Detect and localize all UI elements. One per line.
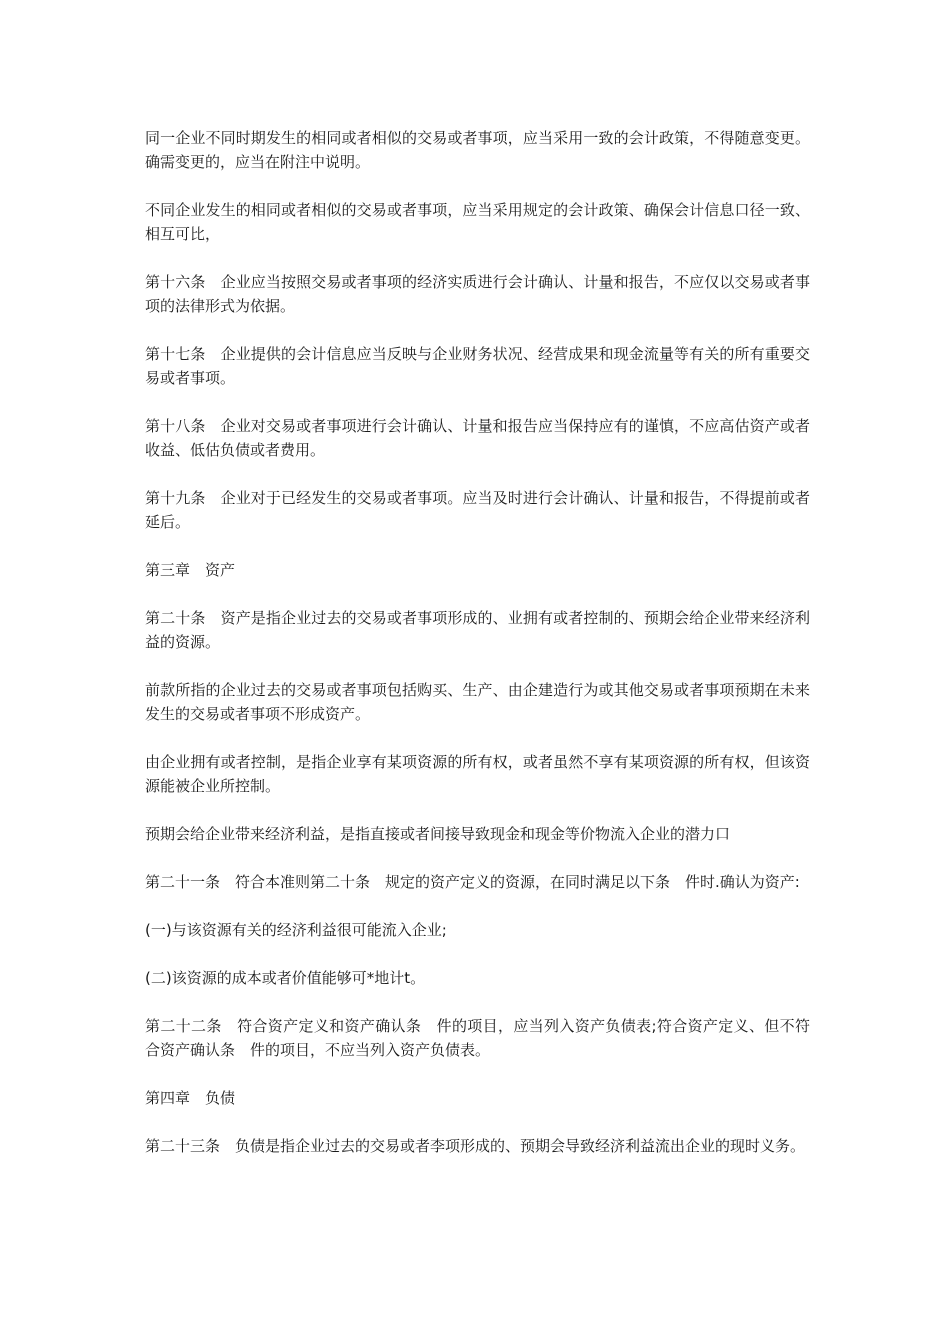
paragraph-economic-benefits: 预期会给企业带来经济利益，是指直接或者间接导致现金和现金等价物流入企业的潜力口 (145, 825, 731, 843)
condition-1: (一)与该资源有关的经济利益很可能流入企业; (145, 921, 447, 939)
document-body (145, 126, 810, 1182)
article-16: 第十六条 企业应当按照交易或者事项的经济实质进行会计确认、计量和报告，不应仅以交易或者事项的法律形式为依据。 (145, 273, 810, 315)
paragraph-ownership-control: 由企业拥有或者控制，是指企业享有某项资源的所有权，或者虽然不享有某项资源的所有权，但该资源能被企业所控制。 (145, 753, 810, 795)
article-22: 第二十二条 符合资产定义和资产确认条 件的项目，应当列入资产负债表;符合资产定义、但不符合资产确认条 件的项目，不应当列入资产负债表。 (145, 1017, 810, 1059)
article-17: 第十七条 企业提供的会计信息应当反映与企业财务状况、经营成果和现金流量等有关的所有重要交易或者事项。 (145, 345, 810, 387)
article-21: 第二十一条 符合本准则第二十条 规定的资产定义的资源，在同时满足以下条 件时.确认为资产: (145, 873, 800, 891)
chapter-3-heading: 第三章 资产 (145, 561, 236, 579)
article-23: 第二十三条 负债是指企业过去的交易或者李项形成的、预期会导致经济利益流出企业的现时义务。 (145, 1137, 806, 1155)
article-19: 第十九条 企业对于已经发生的交易或者事项。应当及时进行会计确认、计量和报告，不得提前或者延后。 (145, 489, 810, 531)
chapter-4-heading: 第四章 负债 (145, 1089, 236, 1107)
article-18: 第十八条 企业对交易或者事项进行会计确认、计量和报告应当保持应有的谨慎，不应高估资产或者收益、低估负债或者费用。 (145, 417, 810, 459)
article-20: 第二十条 资产是指企业过去的交易或者事项形成的、业拥有或者控制的、预期会给企业带来经济利益的资源。 (145, 609, 810, 651)
paragraph-comparability: 不同企业发生的相同或者相似的交易或者事项，应当采用规定的会计政策、确保会计信息口径一致、相互可比， (145, 201, 810, 243)
condition-2: (二)该资源的成本或者价值能够可*地计t。 (145, 969, 426, 987)
paragraph-consistency-same-entity: 同一企业不同时期发生的相同或者相似的交易或者事项，应当采用一致的会计政策，不得随意变更。确需变更的，应当在附注中说明。 (145, 129, 810, 171)
paragraph-past-transactions: 前款所指的企业过去的交易或者事项包括购买、生产、由企建造行为或其他交易或者事项预期在未来发生的交易或者事项不形成资产。 (145, 681, 810, 723)
